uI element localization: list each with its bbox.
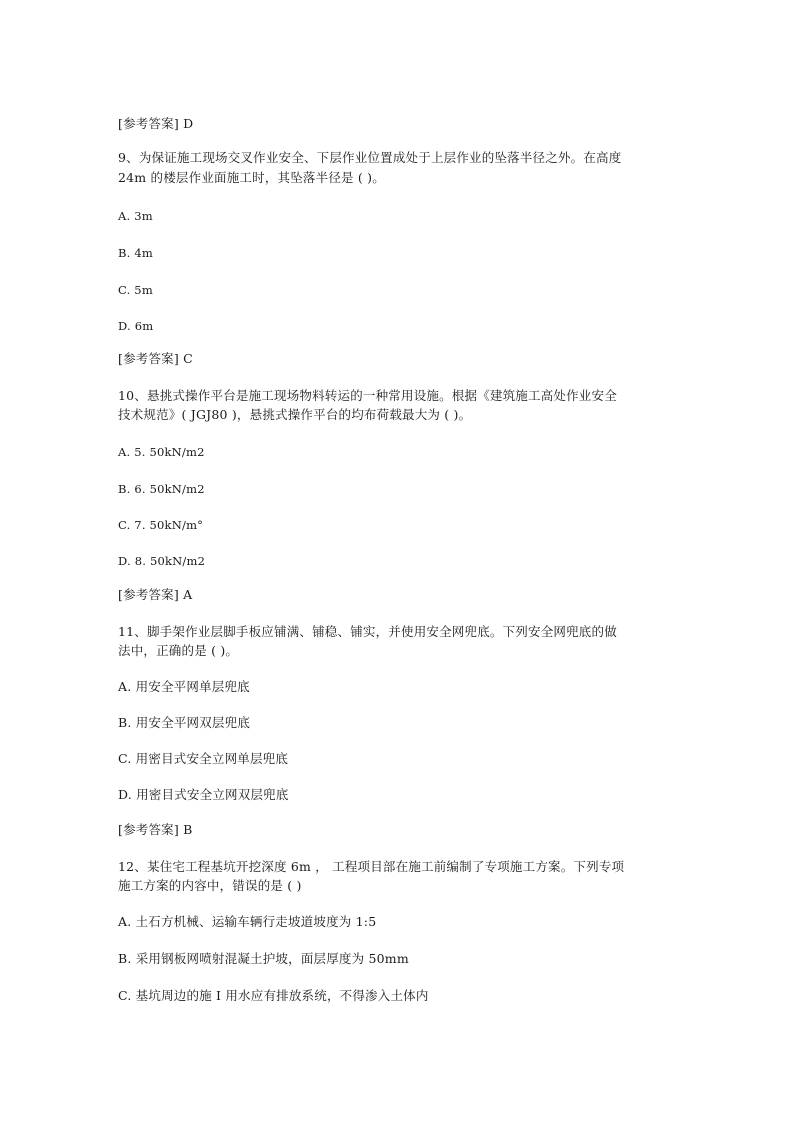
option-line: D. 8. 50kN/m2 <box>118 554 206 568</box>
option-line: B. 4m <box>118 246 153 260</box>
option-line: C. 5m <box>118 283 153 297</box>
question-text-line: 9、为保证施工现场交叉作业安全、下层作业位置成处于上层作业的坠落半径之外。在高度 <box>118 150 622 165</box>
answer-line: [参考答案] D <box>118 116 194 131</box>
option-line: B. 采用钢板网喷射混凝土护坡，面层厚度为 50mm <box>118 951 409 966</box>
answer-line: [参考答案] B <box>118 822 193 837</box>
question-text-line: 施工方案的内容中，错误的是 ( ) <box>118 878 302 893</box>
option-line: A. 5. 50kN/m2 <box>118 445 205 459</box>
option-line: B. 6. 50kN/m2 <box>118 482 205 496</box>
question-text-line: 12、某住宅工程基坑开挖深度 6m ， 工程项目部在施工前编制了专项施工方案。下列专项 <box>118 859 625 874</box>
answer-line: [参考答案] A <box>118 587 193 602</box>
option-line: C. 基坑周边的施 I 用水应有排放系统，不得渗入土体内 <box>118 988 429 1003</box>
question-text-line: 技术规范》( JGJ80 )，悬挑式操作平台的均布荷载最大为 ( )。 <box>118 407 472 422</box>
question-text-line: 24m 的楼层作业面施工时，其坠落半径是 ( )。 <box>118 170 385 185</box>
option-line: A. 3m <box>118 209 153 223</box>
question-text-line: 法中，正确的是 ( )。 <box>118 643 239 658</box>
option-line: B. 用安全平网双层兜底 <box>118 715 251 730</box>
option-line: D. 6m <box>118 319 154 333</box>
option-line: D. 用密目式安全立网双层兜底 <box>118 787 289 802</box>
question-text-line: 10、悬挑式操作平台是施工现场物料转运的一种常用设施。根据《建筑施工高处作业安全 <box>118 388 617 403</box>
answer-line: [参考答案] C <box>118 351 193 366</box>
question-text-line: 11、脚手架作业层脚手板应铺满、铺稳、铺实，并使用安全网兜底。下列安全网兜底的做 <box>118 624 617 639</box>
option-line: A. 土石方机械、运输车辆行走坡道坡度为 1:5 <box>118 914 377 929</box>
option-line: C. 用密目式安全立网单层兜底 <box>118 751 289 766</box>
option-line: C. 7. 50kN/m° <box>118 518 204 532</box>
option-line: A. 用安全平网单层兜底 <box>118 679 250 694</box>
